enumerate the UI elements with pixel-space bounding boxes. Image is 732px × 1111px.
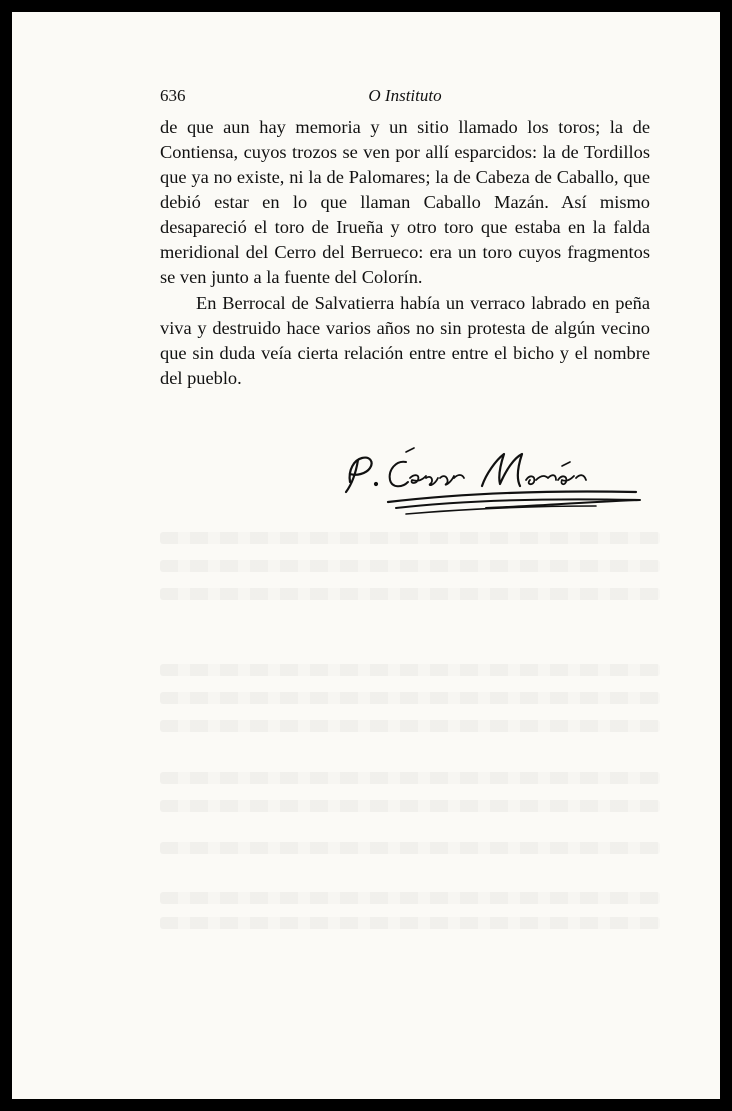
- paragraph: de que aun hay memoria y un sitio llamado los toros; la de Contiensa, cuyos trozos se ven por allí esparcidos: la de Tordillos que ya no existe, ni la de Palomares; la de Cabeza de Caballo, que debió estar en lo que llaman Caballo Mazán. Así mismo desapareció el toro de Irueña y otro toro que estaba en la falda meridional del Cerro del Berrueco: era un toro cuyos fragmentos se ven junto a la fuente del Colorín.: [160, 117, 650, 287]
- running-title: O Instituto: [368, 86, 442, 105]
- show-through-line: [160, 532, 660, 544]
- show-through-line: [160, 772, 660, 784]
- signature-drawing: [336, 444, 656, 524]
- paragraph: En Berrocal de Salvatierra había un verraco labrado en peña viva y destruido hace varios años no sin protesta de algún vecino que sin duda veía cierta relación entre entre el bicho y el nombre del pueblo.: [160, 293, 650, 388]
- show-through-line: [160, 842, 660, 854]
- document-page: [12, 12, 720, 1099]
- handwritten-signature: [336, 444, 656, 524]
- show-through-line: [160, 664, 660, 676]
- show-through-line: [160, 892, 660, 904]
- page-number: 636: [160, 86, 186, 105]
- show-through-line: [160, 560, 660, 572]
- page-header: [160, 86, 650, 110]
- show-through-line: [160, 720, 660, 732]
- show-through-line: [160, 917, 660, 929]
- show-through-line: [160, 800, 660, 812]
- body-text: [160, 115, 650, 391]
- show-through-line: [160, 692, 660, 704]
- show-through-line: [160, 588, 660, 600]
